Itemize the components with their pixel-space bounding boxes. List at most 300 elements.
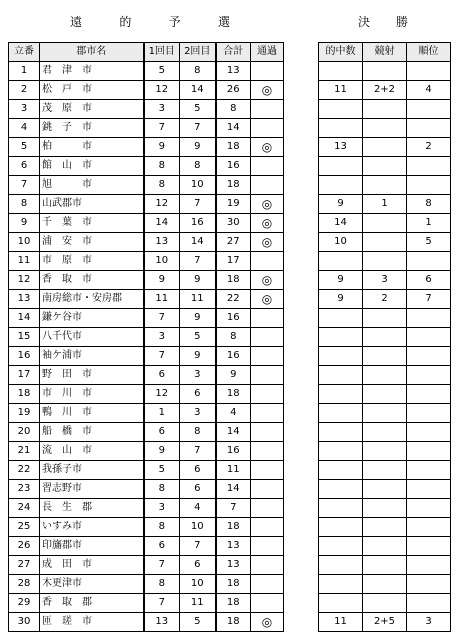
col-header-round2: 2回目 — [180, 43, 216, 62]
table-row — [9, 366, 284, 385]
number-cell: 18 — [9, 385, 40, 404]
rank-cell — [407, 518, 451, 537]
rank-cell — [407, 537, 451, 556]
hits-cell — [319, 176, 363, 195]
rank-cell — [407, 480, 451, 499]
hits-cell — [319, 366, 363, 385]
round1-cell: 13 — [144, 233, 180, 252]
table-row — [319, 328, 451, 347]
round2-cell: 10 — [180, 176, 216, 195]
table-row — [9, 138, 284, 157]
number-cell: 15 — [9, 328, 40, 347]
total-cell: 13 — [216, 537, 251, 556]
city-cell: 成 田 市 — [40, 556, 144, 575]
hits-cell: 9 — [319, 290, 363, 309]
round1-cell: 8 — [144, 480, 180, 499]
table-row — [9, 537, 284, 556]
prelim-heading — [70, 14, 230, 30]
total-cell: 13 — [216, 556, 251, 575]
round1-cell: 12 — [144, 385, 180, 404]
hits-cell — [319, 499, 363, 518]
city-cell: 長 生 郡 — [40, 499, 144, 518]
pass-cell — [251, 252, 284, 271]
round2-cell: 8 — [180, 423, 216, 442]
pass-cell: ◎ — [251, 271, 284, 290]
table-row — [9, 404, 284, 423]
rank-cell — [407, 385, 451, 404]
table-row — [9, 81, 284, 100]
pass-cell — [251, 328, 284, 347]
shootoff-cell — [363, 499, 407, 518]
total-cell: 16 — [216, 157, 251, 176]
hits-cell — [319, 594, 363, 613]
pass-cell: ◎ — [251, 613, 284, 632]
pass-cell — [251, 157, 284, 176]
rank-cell — [407, 575, 451, 594]
pass-cell — [251, 537, 284, 556]
city-cell: いすみ市 — [40, 518, 144, 537]
round1-cell: 8 — [144, 575, 180, 594]
hits-cell: 11 — [319, 613, 363, 632]
round1-cell: 5 — [144, 461, 180, 480]
city-cell: 柏 市 — [40, 138, 144, 157]
rank-cell — [407, 100, 451, 119]
table-row — [9, 518, 284, 537]
table-row — [9, 442, 284, 461]
shootoff-cell — [363, 480, 407, 499]
table-row — [319, 518, 451, 537]
number-cell: 7 — [9, 176, 40, 195]
pass-cell — [251, 594, 284, 613]
round1-cell: 6 — [144, 366, 180, 385]
city-cell: 袖ケ浦市 — [40, 347, 144, 366]
table-row — [319, 195, 451, 214]
round1-cell: 10 — [144, 252, 180, 271]
round2-cell: 9 — [180, 347, 216, 366]
shootoff-cell — [363, 461, 407, 480]
round1-cell: 3 — [144, 328, 180, 347]
round2-cell: 8 — [180, 157, 216, 176]
table-row — [9, 100, 284, 119]
round2-cell: 9 — [180, 138, 216, 157]
shootoff-cell: 2+5 — [363, 613, 407, 632]
city-cell: 南房総市・安房郡 — [40, 290, 144, 309]
number-cell: 9 — [9, 214, 40, 233]
city-cell: 木更津市 — [40, 575, 144, 594]
total-cell: 18 — [216, 176, 251, 195]
shootoff-cell — [363, 594, 407, 613]
round1-cell: 5 — [144, 62, 180, 81]
table-row — [9, 594, 284, 613]
total-cell: 7 — [216, 499, 251, 518]
pass-cell: ◎ — [251, 195, 284, 214]
final-heading-char: 決 — [358, 15, 371, 29]
hits-cell: 13 — [319, 138, 363, 157]
total-cell: 18 — [216, 613, 251, 632]
shootoff-cell — [363, 309, 407, 328]
rank-cell — [407, 366, 451, 385]
hits-cell — [319, 100, 363, 119]
round2-cell: 5 — [180, 328, 216, 347]
number-cell: 27 — [9, 556, 40, 575]
total-cell: 26 — [216, 81, 251, 100]
round2-cell: 9 — [180, 309, 216, 328]
shootoff-cell — [363, 214, 407, 233]
rank-cell: 1 — [407, 214, 451, 233]
number-cell: 5 — [9, 138, 40, 157]
round1-cell: 7 — [144, 556, 180, 575]
city-cell: 船 橋 市 — [40, 423, 144, 442]
city-cell: 山武郡市 — [40, 195, 144, 214]
rank-cell — [407, 328, 451, 347]
total-cell: 11 — [216, 461, 251, 480]
round1-cell: 9 — [144, 138, 180, 157]
table-row — [9, 613, 284, 632]
rank-cell: 7 — [407, 290, 451, 309]
hits-cell — [319, 62, 363, 81]
number-cell: 21 — [9, 442, 40, 461]
table-row — [319, 176, 451, 195]
round2-cell: 8 — [180, 62, 216, 81]
hits-cell: 9 — [319, 271, 363, 290]
table-row — [9, 271, 284, 290]
pass-cell — [251, 385, 284, 404]
city-cell: 鴨 川 市 — [40, 404, 144, 423]
round1-cell: 9 — [144, 271, 180, 290]
hits-cell: 9 — [319, 195, 363, 214]
number-cell: 29 — [9, 594, 40, 613]
rank-cell — [407, 309, 451, 328]
shootoff-cell — [363, 518, 407, 537]
rank-cell: 5 — [407, 233, 451, 252]
round1-cell: 7 — [144, 309, 180, 328]
table-row — [9, 195, 284, 214]
table-row — [9, 157, 284, 176]
pass-cell: ◎ — [251, 214, 284, 233]
rank-cell — [407, 347, 451, 366]
city-cell: 我孫子市 — [40, 461, 144, 480]
shootoff-cell — [363, 138, 407, 157]
col-header-shootoff: 競射 — [363, 43, 407, 62]
round2-cell: 10 — [180, 575, 216, 594]
shootoff-cell — [363, 233, 407, 252]
pass-cell — [251, 176, 284, 195]
table-row — [319, 347, 451, 366]
hits-cell — [319, 328, 363, 347]
table-row — [319, 252, 451, 271]
table-row — [319, 594, 451, 613]
round1-cell: 7 — [144, 347, 180, 366]
total-cell: 19 — [216, 195, 251, 214]
city-cell: 匝 瑳 市 — [40, 613, 144, 632]
city-cell: 市 川 市 — [40, 385, 144, 404]
table-row — [319, 290, 451, 309]
round1-cell: 8 — [144, 176, 180, 195]
rank-cell — [407, 176, 451, 195]
table-row — [319, 233, 451, 252]
number-cell: 19 — [9, 404, 40, 423]
shootoff-cell: 2+2 — [363, 81, 407, 100]
total-cell: 27 — [216, 233, 251, 252]
total-cell: 8 — [216, 100, 251, 119]
table-row — [319, 119, 451, 138]
number-cell: 13 — [9, 290, 40, 309]
round1-cell: 12 — [144, 81, 180, 100]
city-cell: 千 葉 市 — [40, 214, 144, 233]
city-cell: 習志野市 — [40, 480, 144, 499]
rank-cell — [407, 594, 451, 613]
table-row — [9, 252, 284, 271]
pass-cell — [251, 404, 284, 423]
pass-cell — [251, 575, 284, 594]
col-header-hits: 的中数 — [319, 43, 363, 62]
hits-cell — [319, 423, 363, 442]
final-header-row — [319, 43, 451, 62]
round2-cell: 14 — [180, 233, 216, 252]
total-cell: 18 — [216, 594, 251, 613]
total-cell: 18 — [216, 575, 251, 594]
table-row — [319, 309, 451, 328]
pass-cell — [251, 62, 284, 81]
round2-cell: 6 — [180, 461, 216, 480]
prelim-heading-char: 選 — [217, 15, 230, 29]
city-cell: 野 田 市 — [40, 366, 144, 385]
pass-cell — [251, 499, 284, 518]
round2-cell: 5 — [180, 613, 216, 632]
round1-cell: 13 — [144, 613, 180, 632]
round2-cell: 14 — [180, 81, 216, 100]
number-cell: 23 — [9, 480, 40, 499]
col-header-number: 立番 — [9, 43, 40, 62]
pass-cell — [251, 518, 284, 537]
table-row — [319, 100, 451, 119]
table-row — [319, 214, 451, 233]
round2-cell: 7 — [180, 442, 216, 461]
table-row — [319, 423, 451, 442]
shootoff-cell — [363, 442, 407, 461]
round2-cell: 7 — [180, 195, 216, 214]
hits-cell — [319, 537, 363, 556]
hits-cell: 10 — [319, 233, 363, 252]
round1-cell: 7 — [144, 594, 180, 613]
hits-cell — [319, 404, 363, 423]
hits-cell — [319, 347, 363, 366]
round2-cell: 11 — [180, 594, 216, 613]
number-cell: 8 — [9, 195, 40, 214]
prelim-header-row — [9, 43, 284, 62]
round1-cell: 8 — [144, 157, 180, 176]
total-cell: 8 — [216, 328, 251, 347]
pass-cell — [251, 480, 284, 499]
table-row — [9, 480, 284, 499]
table-row — [319, 499, 451, 518]
hits-cell — [319, 385, 363, 404]
prelim-heading-char: 予 — [168, 15, 181, 29]
total-cell: 18 — [216, 271, 251, 290]
number-cell: 16 — [9, 347, 40, 366]
round2-cell: 6 — [180, 556, 216, 575]
round2-cell: 16 — [180, 214, 216, 233]
total-cell: 13 — [216, 62, 251, 81]
shootoff-cell — [363, 385, 407, 404]
table-row — [319, 461, 451, 480]
pass-cell — [251, 423, 284, 442]
round1-cell: 3 — [144, 499, 180, 518]
hits-cell — [319, 461, 363, 480]
table-row — [319, 613, 451, 632]
shootoff-cell — [363, 252, 407, 271]
pass-cell — [251, 442, 284, 461]
total-cell: 18 — [216, 138, 251, 157]
hits-cell — [319, 556, 363, 575]
rank-cell: 8 — [407, 195, 451, 214]
shootoff-cell — [363, 423, 407, 442]
number-cell: 3 — [9, 100, 40, 119]
hits-cell — [319, 518, 363, 537]
shootoff-cell: 1 — [363, 195, 407, 214]
table-row — [319, 385, 451, 404]
total-cell: 14 — [216, 119, 251, 138]
total-cell: 14 — [216, 480, 251, 499]
city-cell: 松 戸 市 — [40, 81, 144, 100]
shootoff-cell — [363, 62, 407, 81]
final-heading-char: 勝 — [395, 15, 408, 29]
city-cell: 旭 市 — [40, 176, 144, 195]
hits-cell — [319, 119, 363, 138]
city-cell: 流 山 市 — [40, 442, 144, 461]
city-cell: 香 取 市 — [40, 271, 144, 290]
total-cell: 16 — [216, 347, 251, 366]
round2-cell: 11 — [180, 290, 216, 309]
shootoff-cell: 2 — [363, 290, 407, 309]
pass-cell — [251, 309, 284, 328]
rank-cell — [407, 157, 451, 176]
hits-cell — [319, 157, 363, 176]
round1-cell: 9 — [144, 442, 180, 461]
rank-cell — [407, 556, 451, 575]
total-cell: 9 — [216, 366, 251, 385]
number-cell: 24 — [9, 499, 40, 518]
table-row — [319, 138, 451, 157]
table-row — [319, 157, 451, 176]
shootoff-cell — [363, 100, 407, 119]
round1-cell: 6 — [144, 537, 180, 556]
rank-cell — [407, 499, 451, 518]
table-row — [9, 233, 284, 252]
round1-cell: 7 — [144, 119, 180, 138]
pass-cell — [251, 119, 284, 138]
pass-cell: ◎ — [251, 81, 284, 100]
pass-cell — [251, 556, 284, 575]
round1-cell: 3 — [144, 100, 180, 119]
city-cell: 銚 子 市 — [40, 119, 144, 138]
number-cell: 6 — [9, 157, 40, 176]
pass-cell: ◎ — [251, 138, 284, 157]
table-row — [9, 499, 284, 518]
number-cell: 28 — [9, 575, 40, 594]
shootoff-cell — [363, 575, 407, 594]
table-row — [9, 461, 284, 480]
total-cell: 14 — [216, 423, 251, 442]
table-row — [9, 62, 284, 81]
shootoff-cell — [363, 537, 407, 556]
total-cell: 4 — [216, 404, 251, 423]
table-row — [319, 62, 451, 81]
prelim-heading-char: 遠 — [70, 15, 83, 29]
shootoff-cell — [363, 157, 407, 176]
round2-cell: 7 — [180, 537, 216, 556]
col-header-city: 郡市名 — [40, 43, 144, 62]
rank-cell: 4 — [407, 81, 451, 100]
round2-cell: 10 — [180, 518, 216, 537]
city-cell: 鎌ケ谷市 — [40, 309, 144, 328]
col-header-round1: 1回目 — [144, 43, 180, 62]
shootoff-cell — [363, 119, 407, 138]
number-cell: 30 — [9, 613, 40, 632]
table-row — [319, 366, 451, 385]
total-cell: 17 — [216, 252, 251, 271]
table-row — [9, 328, 284, 347]
shootoff-cell — [363, 347, 407, 366]
number-cell: 1 — [9, 62, 40, 81]
city-cell: 君 津 市 — [40, 62, 144, 81]
pass-cell — [251, 461, 284, 480]
pass-cell — [251, 100, 284, 119]
city-cell: 香 取 郡 — [40, 594, 144, 613]
table-row — [9, 423, 284, 442]
rank-cell — [407, 442, 451, 461]
shootoff-cell — [363, 366, 407, 385]
table-row — [9, 290, 284, 309]
table-row — [9, 385, 284, 404]
table-row — [9, 575, 284, 594]
round1-cell: 11 — [144, 290, 180, 309]
pass-cell — [251, 347, 284, 366]
total-cell: 16 — [216, 442, 251, 461]
hits-cell — [319, 442, 363, 461]
rank-cell — [407, 119, 451, 138]
total-cell: 18 — [216, 385, 251, 404]
number-cell: 17 — [9, 366, 40, 385]
table-row — [319, 442, 451, 461]
round1-cell: 12 — [144, 195, 180, 214]
table-row — [319, 271, 451, 290]
city-cell: 浦 安 市 — [40, 233, 144, 252]
total-cell: 30 — [216, 214, 251, 233]
city-cell: 館 山 市 — [40, 157, 144, 176]
col-header-rank: 順位 — [407, 43, 451, 62]
pass-cell: ◎ — [251, 233, 284, 252]
number-cell: 25 — [9, 518, 40, 537]
city-cell: 八千代市 — [40, 328, 144, 347]
round1-cell: 1 — [144, 404, 180, 423]
round2-cell: 4 — [180, 499, 216, 518]
city-cell: 茂 原 市 — [40, 100, 144, 119]
table-row — [9, 556, 284, 575]
number-cell: 26 — [9, 537, 40, 556]
number-cell: 4 — [9, 119, 40, 138]
hits-cell: 11 — [319, 81, 363, 100]
table-row — [319, 480, 451, 499]
col-header-pass: 通過 — [251, 43, 284, 62]
round1-cell: 8 — [144, 518, 180, 537]
table-row — [319, 556, 451, 575]
table-row — [319, 575, 451, 594]
final-table — [318, 42, 451, 632]
round2-cell: 9 — [180, 271, 216, 290]
rank-cell — [407, 404, 451, 423]
city-cell: 印旛郡市 — [40, 537, 144, 556]
